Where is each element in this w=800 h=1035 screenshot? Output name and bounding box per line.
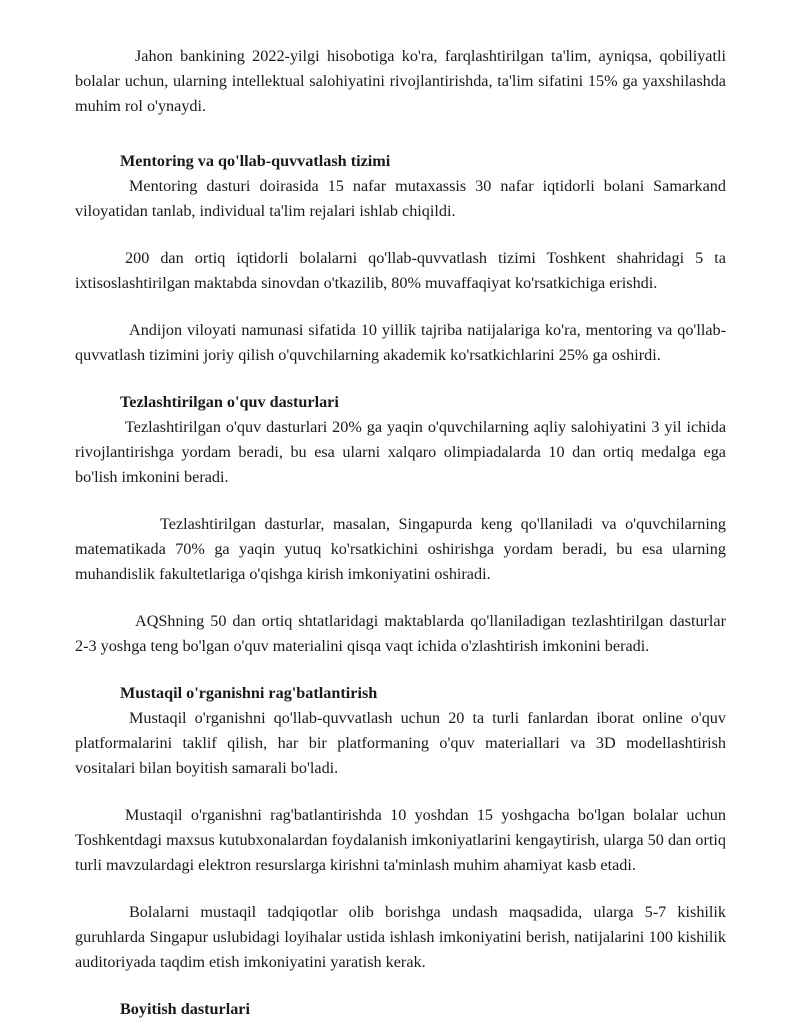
paragraph-accel-3: AQShning 50 dan ortiq shtatlaridagi maktablarda qo'llaniladigan tezlashtirilgan dasturlar 2-3 yoshga teng bo'lgan o'quv materialini qisqa vaqt ichida o'zlashtirish imkonini beradi. xyxy=(75,612,726,655)
heading-accelerated: Tezlashtirilgan o'quv dasturlari xyxy=(120,393,339,411)
heading-independent: Mustaqil o'rganishni rag'batlantirish xyxy=(120,684,378,702)
heading-mentoring: Mentoring va qo'llab-quvvatlash tizimi xyxy=(120,152,391,170)
paragraph-mentoring-3: Andijon viloyati namunasi sifatida 10 yillik tajriba natijalariga ko'ra, mentoring va qo'llab-quvvatlash tizimini joriy qilish o'quvchilarning akademik ko'rsatkichlarini 25% ga oshirdi. xyxy=(75,321,726,364)
paragraph-indep-2: Mustaqil o'rganishni rag'batlantirishda 10 yoshdan 15 yoshgacha bo'lgan bolalar uchun Toshkentdagi maxsus kutubxonalardan foydalanish imkoniyatlarini kengaytirish, ularga 50 dan ortiq turli mavzulardagi elektron resurslarga kirishni ta'minlash muhim ahamiyat kasb etadi. xyxy=(75,806,726,874)
paragraph-indep-1: Mustaqil o'rganishni qo'llab-quvvatlash uchun 20 ta turli fanlardan iborat online o'quv platformalarini taklif qilish, har bir platformaning o'quv materiallari va 3D modellashtirish vositalari bilan boyitish samarali bo'ladi. xyxy=(75,709,726,777)
paragraph-intro: Jahon bankining 2022-yilgi hisobotiga ko'ra, farqlashtirilgan ta'lim, ayniqsa, qobiliyatli bolalar uchun, ularning intellektual salohiyatini rivojlantirishda, ta'lim sifatini 15% ga yaxshilashda muhim rol o'ynaydi. xyxy=(75,47,726,115)
paragraph-mentoring-1: Mentoring dasturi doirasida 15 nafar mutaxassis 30 nafar iqtidorli bolani Samarkand viloyatidan tanlab, individual ta'lim rejalari ishlab chiqildi. xyxy=(75,177,726,220)
paragraph-accel-1: Tezlashtirilgan o'quv dasturlari 20% ga yaqin o'quvchilarning aqliy salohiyatini 3 yil ichida rivojlantirishga yordam beradi, bu esa ularni xalqaro olimpiadalarda 10 dan ortiq medalga ega bo'lish imkonini beradi. xyxy=(75,418,726,486)
paragraph-indep-3: Bolalarni mustaqil tadqiqotlar olib borishga undash maqsadida, ularga 5-7 kishilik guruhlarda Singapur uslubidagi loyihalar ustida ishlash imkoniyatini berish, natijalarini 100 kishilik auditoriyada taqdim etish imkoniyatini yaratish kerak. xyxy=(75,903,726,971)
heading-enrichment: Boyitish dasturlari xyxy=(120,1000,250,1018)
paragraph-accel-2: Tezlashtirilgan dasturlar, masalan, Singapurda keng qo'llaniladi va o'quvchilarning matematikada 70% ga yaqin yutuq ko'rsatkichini oshirishga yordam beradi, bu esa ularning muhandislik fakultetlariga o'qishga kirish imkoniyatini oshiradi. xyxy=(75,515,726,583)
document-page xyxy=(75,44,726,1022)
paragraph-mentoring-2: 200 dan ortiq iqtidorli bolalarni qo'llab-quvvatlash tizimi Toshkent shahridagi 5 ta ixtisoslashtirilgan maktabda sinovdan o'tkazilib, 80% muvaffaqiyat ko'rsatkichiga erishdi. xyxy=(75,249,726,292)
